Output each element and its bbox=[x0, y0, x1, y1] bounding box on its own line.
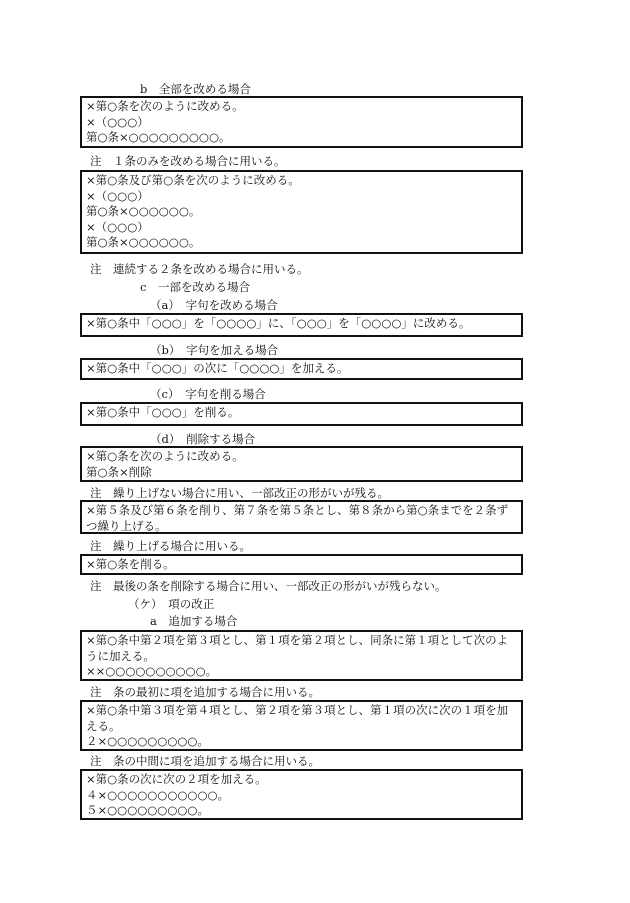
heading-b-add-wording: （b） 字句を加える場合 bbox=[150, 343, 279, 357]
heading-c-partial: c 一部を改める場合 bbox=[140, 280, 250, 294]
box-line: ×（○○○） bbox=[86, 188, 149, 203]
example-box-2 bbox=[80, 170, 523, 254]
box-line: ××○○○○○○○○○○。 bbox=[86, 664, 218, 678]
example-box-5 bbox=[80, 402, 523, 426]
heading-b-all-articles: b 全部を改める場合 bbox=[140, 82, 251, 96]
box-line: ×（○○○） bbox=[86, 219, 149, 234]
heading-d-remove: （d） 削除する場合 bbox=[150, 432, 256, 446]
box-line: ×第○条中第３項を第４項とし、第２項を第３項とし、第１項の次に次の１項を加える。 bbox=[86, 703, 509, 733]
box-line: 第○条×○○○○○○○○○。 bbox=[86, 130, 231, 144]
box-line: 第○条×削除 bbox=[86, 464, 152, 479]
example-box-6 bbox=[80, 446, 523, 482]
box-line: ×第○条及び第○条を次のように改める。 bbox=[86, 173, 300, 187]
example-box-11 bbox=[80, 769, 523, 820]
note-5: 注 最後の条を削除する場合に用い、一部改正の形がいが残らない。 bbox=[90, 579, 447, 593]
heading-a-change-wording: （a） 字句を改める場合 bbox=[150, 298, 278, 312]
box-line: ×第５条及び第６条を削り、第７条を第５条とし、第８条から第○条までを２条ずつ繰り上げる。 bbox=[86, 503, 509, 533]
heading-ke-paragraph-revision: （ケ） 項の改正 bbox=[128, 597, 215, 611]
box-line: 第○条×○○○○○○。 bbox=[86, 235, 201, 249]
example-box-9 bbox=[80, 630, 523, 681]
box-line: ×第○条中「○○○」を削る。 bbox=[86, 405, 240, 419]
box-line: ×第○条中第２項を第３項とし、第１項を第２項とし、同条に第１項として次のように加える。 bbox=[86, 633, 509, 663]
example-box-10 bbox=[80, 700, 523, 751]
box-line: ×第○条を次のように改める。 bbox=[86, 99, 244, 113]
box-line: ×（○○○） bbox=[86, 114, 149, 129]
box-line: ４×○○○○○○○○○○○。 bbox=[86, 787, 230, 802]
box-line: ５×○○○○○○○○○。 bbox=[86, 803, 209, 817]
heading-c-delete-wording: （c） 字句を削る場合 bbox=[150, 387, 266, 401]
box-line: ×第○条を削る。 bbox=[86, 557, 175, 571]
example-box-3 bbox=[80, 313, 523, 337]
note-3: 注 繰り上げない場合に用い、一部改正の形がいが残る。 bbox=[90, 486, 389, 500]
example-box-1 bbox=[80, 96, 523, 148]
box-line: ×第○条中「○○○」の次に「○○○○」を加える。 bbox=[86, 361, 349, 375]
box-line: ×第○条の次に次の２項を加える。 bbox=[86, 772, 267, 786]
example-box-4 bbox=[80, 358, 523, 380]
note-4: 注 繰り上げる場合に用いる。 bbox=[90, 539, 251, 553]
note-7: 注 条の中間に項を追加する場合に用いる。 bbox=[90, 754, 320, 768]
heading-a-addition: a 追加する場合 bbox=[150, 614, 238, 628]
box-line: 第○条×○○○○○○。 bbox=[86, 204, 201, 218]
example-box-8 bbox=[80, 554, 523, 575]
box-line: ２×○○○○○○○○○。 bbox=[86, 734, 209, 748]
note-6: 注 条の最初に項を追加する場合に用いる。 bbox=[90, 685, 320, 699]
box-line: ×第○条中「○○○」を「○○○○」に、「○○○」を「○○○○」に改める。 bbox=[86, 316, 471, 330]
note-2: 注 連続する２条を改める場合に用いる。 bbox=[90, 262, 309, 276]
box-line: ×第○条を次のように改める。 bbox=[86, 449, 244, 463]
note-1: 注 １条のみを改める場合に用いる。 bbox=[90, 154, 286, 168]
example-box-7 bbox=[80, 500, 523, 534]
